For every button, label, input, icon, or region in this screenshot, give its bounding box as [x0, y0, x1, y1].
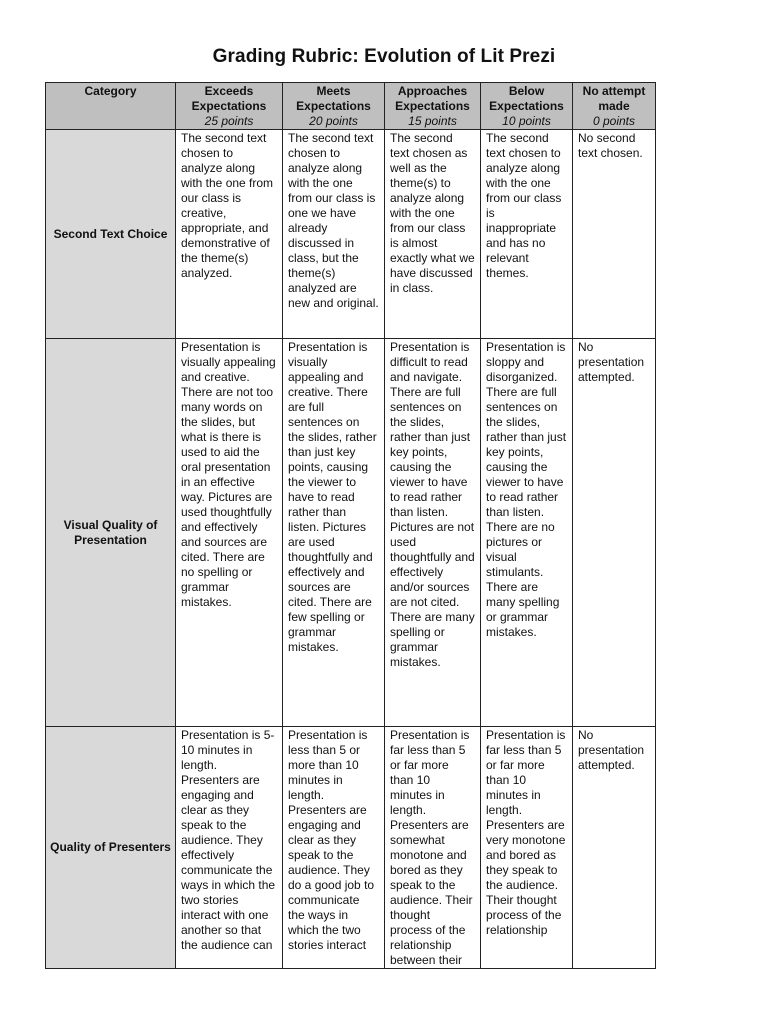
header-category — [46, 83, 176, 130]
criteria-cell: Presentation is visually appealing and creative. There are not too many words on the slides, but what is there is used to aid the oral presentation in an effective way. Pictures are used thoughtfully and effectively and sources are cited. There are no spelling or grammar mistakes. — [176, 339, 283, 727]
header-category-label: Category — [84, 84, 137, 98]
criteria-cell: Presentation is difficult to read and navigate. There are full sentences on the slides, rather than just key points, causing the viewer to have to read rather than listen. Pictures are not used thoughtfully and effectively and/or sources are not cited. There are many spelling or grammar mistakes. — [385, 339, 481, 727]
header-level-points: 20 points — [309, 114, 358, 128]
criteria-cell: Presentation is visually appealing and creative. There are full sentences on the slides, rather than just key points, causing the viewer to have to read rather than listen. Pictures are used thoughtfully and effectively and sources are cited. There are few spelling or grammar mistakes. — [283, 339, 385, 727]
header-level-points: 25 points — [204, 114, 254, 128]
category-cell: Visual Quality of Presentation — [46, 339, 176, 727]
header-level-approaches — [385, 83, 481, 130]
criteria-cell: Presentation is less than 5 or more than 10 minutes in length. Presenters are engaging and clear as they speak to the audience. They do a good job to communicate the ways in which the two stories interact — [283, 727, 385, 969]
header-level-title: No attempt made — [582, 84, 646, 113]
category-cell: Second Text Choice — [46, 130, 176, 339]
header-row — [46, 83, 656, 130]
criteria-cell: No second text chosen. — [573, 130, 656, 339]
criteria-cell: Presentation is far less than 5 or far more than 10 minutes in length. Presenters are very monotone and bored as they speak to the audience. Their thought process of the relationship — [481, 727, 573, 969]
header-level-below — [481, 83, 573, 130]
header-level-points: 10 points — [502, 114, 551, 128]
category-cell: Quality of Presenters — [46, 727, 176, 969]
criteria-cell: No presentation attempted. — [573, 727, 656, 969]
header-level-exceeds — [176, 83, 283, 130]
criteria-cell: The second text chosen as well as the theme(s) to analyze along with the one from our class is almost exactly what we have discussed in class. — [385, 130, 481, 339]
criteria-cell: The second text chosen to analyze along with the one from our class is one we have already discussed in class, but the theme(s) analyzed are new and original. — [283, 130, 385, 339]
criteria-cell: No presentation attempted. — [573, 339, 656, 727]
header-level-points: 15 points — [408, 114, 457, 128]
header-level-points: 0 points — [592, 114, 636, 128]
header-level-title: Meets Expectations — [296, 84, 371, 113]
header-level-title: Approaches Expectations — [395, 84, 470, 113]
header-level-meets — [283, 83, 385, 130]
header-level-title: Exceeds Expectations — [191, 84, 267, 113]
criteria-cell: The second text chosen to analyze along with the one from our class is creative, appropriate, and demonstrative of the theme(s) analyzed. — [176, 130, 283, 339]
header-level-no-attempt — [573, 83, 656, 130]
table-row — [46, 130, 656, 339]
rubric-table — [45, 82, 656, 969]
criteria-cell: Presentation is far less than 5 or far more than 10 minutes in length. Presenters are somewhat monotone and bored as they speak to the audience. Their thought process of the relationship between their — [385, 727, 481, 969]
table-row — [46, 727, 656, 969]
criteria-cell: Presentation is 5-10 minutes in length. Presenters are engaging and clear as they speak to the audience. They effectively communicate the ways in which the two stories interact with one another so that the audience can — [176, 727, 283, 969]
header-level-title: Below Expectations — [489, 84, 564, 113]
criteria-cell: Presentation is sloppy and disorganized. There are full sentences on the slides, rather than just key points, causing the viewer to have to read rather than listen. There are no pictures or visual stimulants. There are many spelling or grammar mistakes. — [481, 339, 573, 727]
table-row — [46, 339, 656, 727]
page-title: Grading Rubric: Evolution of Lit Prezi — [212, 46, 556, 67]
criteria-cell: The second text chosen to analyze along with the one from our class is inappropriate and has no relevant themes. — [481, 130, 573, 339]
